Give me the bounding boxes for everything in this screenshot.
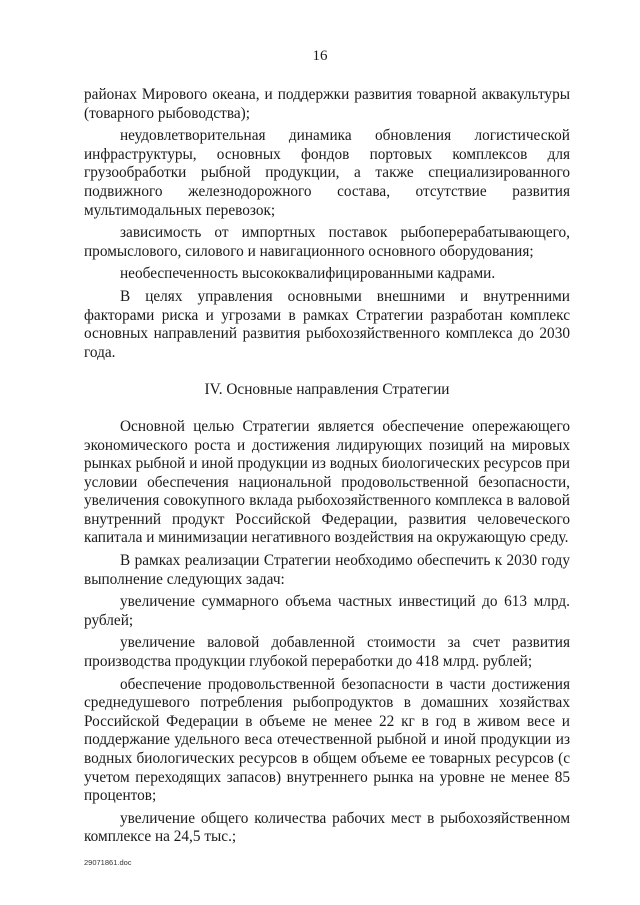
paragraph-logistics: неудовлетворительная динамика обновления логистической инфраструктуры, основных фондов портовых комплексов для грузообработки рыбной продукции, а также специализированного подвижного железнодорожного состава, отсутствие развития мультимодальных перевозок; (84, 127, 570, 219)
paragraph-task-food-security: обеспечение продовольственной безопасности в части достижения среднедушевого потребления рыбопродуктов в домашних хозяйствах Российской Федерации в объеме не менее 22 кг в год в живом весе и поддержание удельного веса отечественной рыбной и иной продукции из водных биологических ресурсов в общем объеме ее товарных ресурсов (с учетом переходящих запасов) внутреннего рынка на уровне не менее 85 процентов; (84, 675, 570, 805)
paragraph-staffing: необеспеченность высококвалифицированными кадрами. (120, 265, 496, 283)
page-number: 16 (312, 48, 328, 64)
paragraph-tasks-intro: В рамках реализации Стратегии необходимо обеспечить к 2030 году выполнение следующих задач: (84, 552, 570, 588)
paragraph-task-value-added: увеличение валовой добавленной стоимости за счет развития производства продукции глубокой переработки до 418 млрд. рублей; (84, 634, 570, 671)
footer-filename: 29071861.doc (84, 858, 132, 867)
document-body (84, 86, 570, 847)
paragraph-strategy-goal: Основной целью Стратегии является обеспечение опережающего экономического роста и достижения лидирующих позиций на мировых рынках рыбной и иной продукции из водных биологических ресурсов при условии обеспечения национальной продовольственной безопасности, увеличения совокупного вклада рыбохозяйственного комплекса в валовой внутренний продукт Российской Федерации, развития человеческого капитала и минимизации негативного воздействия на окружающую среду. (84, 417, 570, 547)
paragraph-risk-management: В целях управления основными внешними и внутренними факторами риска и угрозами в рамках Стратегии разработан комплекс основных направлений развития рыбохозяйственного комплекса до 2030 года. (84, 287, 570, 361)
paragraph-task-investments: увеличение суммарного объема частных инвестиций до 613 млрд. рублей; (84, 593, 570, 629)
paragraph-continuation: районах Мирового океана, и поддержки развития товарной аквакультуры (товарного рыбоводства); (84, 86, 570, 122)
section-heading: IV. Основные направления Стратегии (204, 381, 450, 399)
paragraph-import-dependence: зависимость от импортных поставок рыбоперерабатывающего, промыслового, силового и навигационного основного оборудования; (84, 224, 570, 260)
paragraph-task-jobs: увеличение общего количества рабочих мест в рыбохозяйственном комплексе на 24,5 тыс.; (84, 809, 570, 846)
